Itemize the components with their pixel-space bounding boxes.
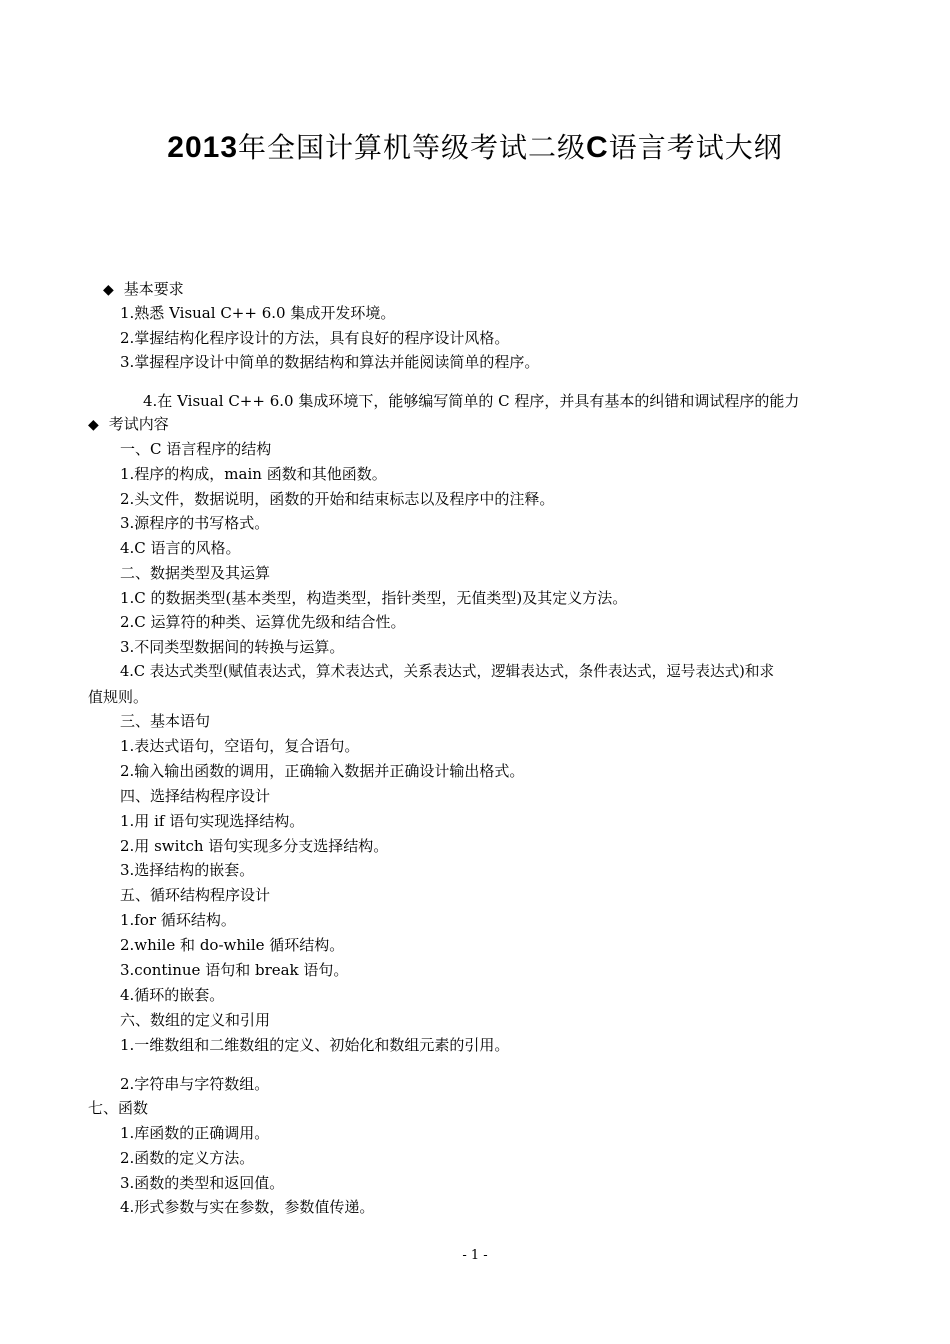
diamond-bullet-icon: ◆ <box>103 282 114 298</box>
section-label: 基本要求 <box>123 280 184 298</box>
list-item: 2.头文件，数据说明，函数的开始和结束标志以及程序中的注释。 <box>120 490 555 508</box>
list-item: 1.用 if 语句实现选择结构。 <box>120 812 305 830</box>
exam-content-heading <box>88 413 169 436</box>
list-item: 3.函数的类型和返回值。 <box>120 1174 285 1192</box>
list-item: 4.C 表达式类型(赋值表达式，算术表达式，关系表达式，逻辑表达式，条件表达式，逗号表达式)和求 <box>120 663 775 680</box>
list-item: 1.C 的数据类型(基本类型，构造类型，指针类型，无值类型)及其定义方法。 <box>120 589 628 607</box>
list-item: 2.while 和 do-while 循环结构。 <box>120 936 345 954</box>
list-item: 1.for 循环结构。 <box>120 911 236 929</box>
list-item: 1.一维数组和二维数组的定义、初始化和数组元素的引用。 <box>120 1036 510 1054</box>
diamond-bullet-icon: ◆ <box>88 417 99 433</box>
list-item: 4.形式参数与实在参数，参数值传递。 <box>120 1198 375 1216</box>
section-heading: 一、C 语言程序的结构 <box>120 440 272 458</box>
list-item: 3.选择结构的嵌套。 <box>120 861 255 879</box>
title-part1: 年全国计算机等级考试二级 <box>238 131 587 164</box>
list-item: 3.continue 语句和 break 语句。 <box>120 961 349 979</box>
section-heading: 三、基本语句 <box>120 712 211 730</box>
list-item: 1.表达式语句，空语句，复合语句。 <box>120 737 360 755</box>
basic-requirements-heading <box>103 278 184 301</box>
list-item: 4.C 语言的风格。 <box>120 539 241 557</box>
list-item: 3.源程序的书写格式。 <box>120 514 270 532</box>
section-heading: 四、选择结构程序设计 <box>120 787 271 805</box>
list-item: 2.字符串与字符数组。 <box>120 1075 270 1093</box>
list-item: 1.库函数的正确调用。 <box>120 1124 270 1142</box>
list-item: 1.程序的构成，main 函数和其他函数。 <box>120 465 387 483</box>
page-title <box>0 128 950 168</box>
list-item: 2.输入输出函数的调用，正确输入数据并正确设计输出格式。 <box>120 762 525 780</box>
section-heading: 六、数组的定义和引用 <box>120 1011 271 1029</box>
list-item: 3.掌握程序设计中简单的数据结构和算法并能阅读简单的程序。 <box>120 353 540 371</box>
list-item: 2.掌握结构化程序设计的方法，具有良好的程序设计风格。 <box>120 329 510 347</box>
list-item: 2.用 switch 语句实现多分支选择结构。 <box>120 837 389 855</box>
list-item: 4.循环的嵌套。 <box>120 986 225 1004</box>
page-number: - 1 - <box>462 1248 488 1263</box>
section-heading: 五、循环结构程序设计 <box>120 886 271 904</box>
section-heading: 七、函数 <box>88 1099 149 1117</box>
title-part2: 语言考试大纲 <box>608 131 783 164</box>
list-item: 1.熟悉 Visual C++ 6.0 集成开发环境。 <box>120 304 396 322</box>
list-item: 2.函数的定义方法。 <box>120 1149 255 1167</box>
list-item: 2.C 运算符的种类、运算优先级和结合性。 <box>120 613 406 631</box>
list-item: 4.在 Visual C++ 6.0 集成环境下，能够编写简单的 C 程序，并具有基本的纠错和调试程序的能力 <box>143 392 800 410</box>
section-heading: 二、数据类型及其运算 <box>120 564 271 582</box>
list-item: 3.不同类型数据间的转换与运算。 <box>120 638 345 656</box>
title-year: 2013 <box>167 131 239 164</box>
section-label: 考试内容 <box>108 415 169 433</box>
list-item-continued: 值规则。 <box>88 688 149 706</box>
title-lang: C <box>586 131 609 164</box>
